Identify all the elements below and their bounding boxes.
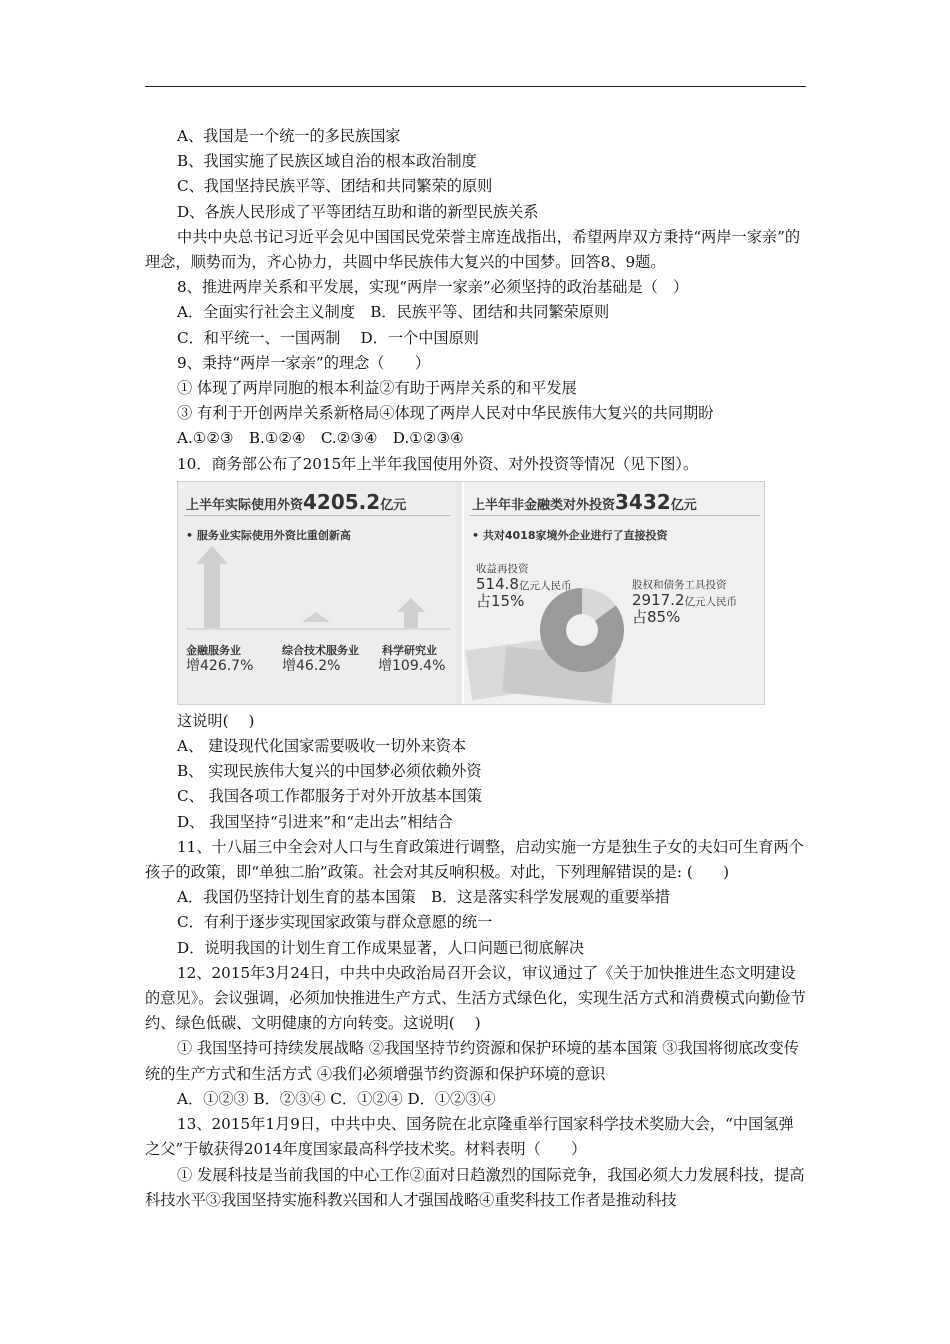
q11-options-row3: D．说明我国的计划生育工作成果显著，人口问题已彻底解决 [177, 938, 585, 957]
q11-options-row2: C．有利于逐步实现国家政策与群众意愿的统一 [177, 913, 493, 932]
pie-hole [566, 614, 598, 646]
bar-value-research: 增109.4% [378, 657, 446, 674]
outbound-investment-subtitle: • 共对4018家境外企业进行了直接投资 [472, 528, 668, 542]
q12-options: A．①②③ B．②③④ C．①②④ D．①②③④ [177, 1089, 496, 1108]
q10-option-c: C、 我国各项工作都服务于对外开放基本国策 [177, 787, 483, 806]
option-c-line: C、我国坚持民族平等、团结和共同繁荣的原则 [177, 177, 493, 196]
q12-items: ① 我国坚持可持续发展战略 ②我国坚持节约资源和保护环境的基本国策 ③我国将彻底改变传统的生产方式和生活方式 ④我们必须增强节约资源和保护环境的意识 [145, 1039, 799, 1083]
outbound-investment-panel [462, 482, 765, 704]
q8-options-row2: C．和平统一、一国两制 D．一个中国原则 [177, 328, 479, 347]
slice-equity-label: 股权和债务工具投资 2917.2亿元人民币 占85% [632, 578, 737, 626]
document-body [145, 124, 807, 1213]
q11-options-row1: A．我国仍坚持计划生育的基本国策 B．这是落实科学发展观的重要举措 [177, 888, 670, 907]
arrow-research [397, 598, 425, 628]
q9-item2: ③ 有利于开创两岸关系新格局④体现了两岸人民对中华民族伟大复兴的共同期盼 [177, 404, 714, 423]
q10-option-b: B、 实现民族伟大复兴的中国梦必须依赖外资 [177, 762, 482, 781]
intro-q8-q9: 中共中央总书记习近平会见中国国民党荣誉主席连战指出，希望两岸双方秉持“两岸一家亲”的理念，顺势而为，齐心协力，共圆中华民族伟大复兴的中国梦。回答8、9题。 [145, 227, 801, 272]
arrow-tech-services [302, 612, 330, 622]
q13-items: ① 发展科技是当前我国的中心工作②面对日趋激烈的国际竞争，我国必须大力发展科技，提高科技水平③我国坚持实施科教兴国和人才强国战略④重奖科技工作者是推动科技 [145, 1165, 805, 1209]
slice-reinvested-label: 收益再投资 514.8亿元人民币 占15% [476, 562, 572, 610]
q10-option-d: D、 我国坚持“引进来”和“走出去”相结合 [177, 812, 453, 831]
q9-item1: ① 体现了两岸同胞的根本利益②有助于两岸关系的和平发展 [177, 379, 577, 398]
header-rule [145, 86, 806, 87]
foreign-capital-panel [178, 482, 456, 704]
option-b-line: B、我国实施了民族区域自治的根本政治制度 [177, 152, 477, 171]
foreign-capital-title: 上半年实际使用外资4205.2亿元 [186, 489, 407, 514]
q9-stem: 9、秉持“两岸一家亲”的理念（ ） [177, 353, 431, 372]
option-a-line: A、我国是一个统一的多民族国家 [177, 127, 401, 145]
q13-stem: 13、2015年1月9日，中共中央、国务院在北京隆重举行国家科学技术奖励大会，“中国氢弹之父”于敏获得2014年度国家最高科学技术奖。材料表明（ ） [145, 1115, 794, 1159]
q10-stem: 10．商务部公布了2015年上半年我国使用外资、对外投资等情况（见下图）。 [177, 454, 699, 473]
q8-stem: 8、推进两岸关系和平发展，实现“两岸一家亲”必须坚持的政治基础是（ ） [177, 278, 689, 297]
q10-prompt: 这说明( ) [177, 711, 255, 730]
bar-label-research: 科学研究业 [382, 643, 437, 657]
bar-value-tech-services: 增46.2% [282, 657, 341, 674]
q12-stem: 12、2015年3月24日，中共中央政治局召开会议，审议通过了《关于加快推进生态文明建设的意见》。会议强调，必须加快推进生产方式、生活方式绿色化，实现生活方式和消费模式向勤俭节约、绿色低碳、文明健康的方向转变。这说明( ) [145, 963, 806, 1033]
q10-option-a: A、 建设现代化国家需要吸收一切外来资本 [177, 737, 467, 756]
bar-label-financial: 金融服务业 [186, 643, 241, 657]
investment-infographic [177, 481, 765, 705]
q9-options: A.①②③ B.①②④ C.②③④ D.①②③④ [177, 429, 464, 448]
q11-stem: 11、十八届三中全会对人口与生育政策进行调整，启动实施一方是独生子女的夫妇可生育两个孩子的政策，即“单独二胎”政策。社会对其反响积极。对此，下列理解错误的是: ( ) [145, 837, 804, 882]
outbound-investment-title: 上半年非金融类对外投资3432亿元 [472, 489, 697, 514]
foreign-capital-subtitle: • 服务业实际使用外资比重创新高 [186, 528, 351, 542]
bar-label-tech-services: 综合技术服务业 [282, 643, 359, 657]
q8-options-row1: A．全面实行社会主义制度 B．民族平等、团结和共同繁荣原则 [177, 303, 610, 322]
bar-value-financial: 增426.7% [186, 657, 254, 674]
option-d-line: D、各族人民形成了平等团结互助和谐的新型民族关系 [177, 202, 539, 221]
arrow-financial [196, 546, 228, 628]
